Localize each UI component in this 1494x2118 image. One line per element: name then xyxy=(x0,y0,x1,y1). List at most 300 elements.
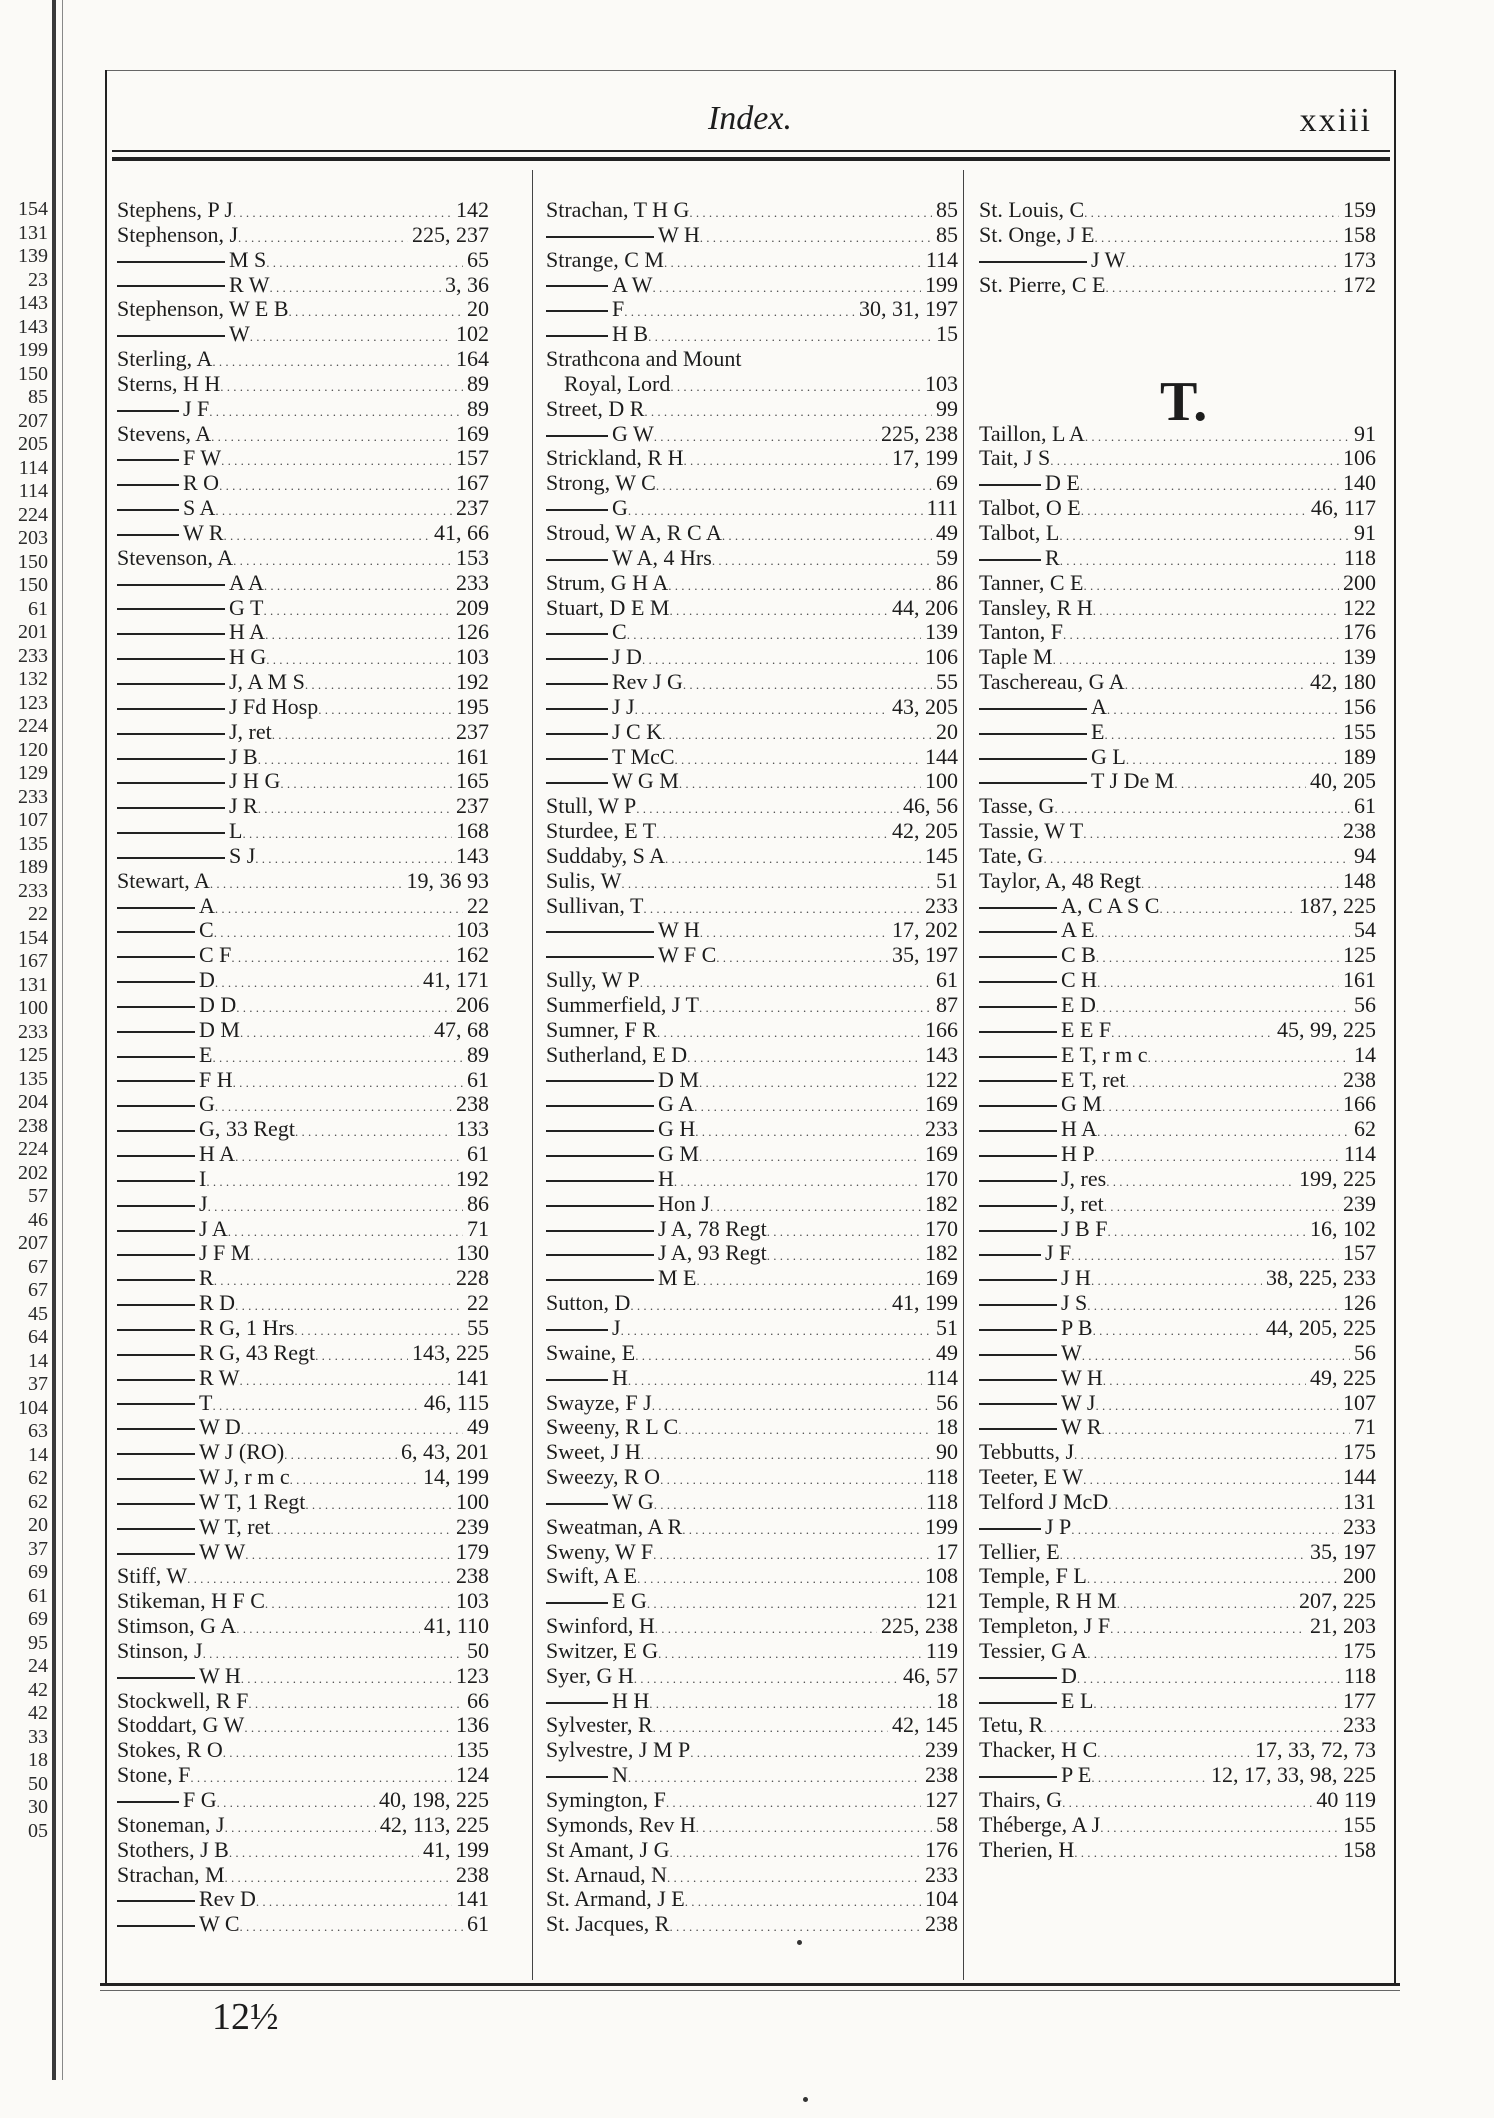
index-entry xyxy=(117,918,489,943)
dot-leader xyxy=(1050,446,1339,471)
margin-number: 203 xyxy=(18,527,48,549)
entry-name: Stoneman, J xyxy=(117,1812,225,1837)
entry-name: W H xyxy=(979,1366,1103,1391)
margin-number: 207 xyxy=(18,1232,48,1254)
entry-pages: 58 xyxy=(936,1812,958,1837)
entry-pages: 161 xyxy=(456,744,489,769)
entry-pages: 41, 199 xyxy=(423,1837,489,1862)
margin-number: 139 xyxy=(18,245,48,267)
index-entry xyxy=(546,1788,958,1813)
entry-name: Sweny, W F xyxy=(546,1539,654,1564)
dot-leader xyxy=(238,223,408,248)
index-entry xyxy=(117,1912,489,1937)
entry-name: I xyxy=(117,1167,206,1192)
entry-name: P B xyxy=(979,1316,1093,1341)
entry-name: Tate, G xyxy=(979,843,1044,868)
entry-name: Tellier, E xyxy=(979,1539,1060,1564)
entry-name: E L xyxy=(979,1689,1093,1714)
entry-pages: 121 xyxy=(925,1589,958,1614)
entry-name: J A, 93 Regt xyxy=(546,1241,767,1266)
margin-number: 120 xyxy=(18,738,48,761)
entry-name: W J xyxy=(979,1391,1095,1416)
entry-name: A, C A S C xyxy=(979,894,1159,919)
entry-name: Summerfield, J T xyxy=(546,993,699,1017)
dot-leader xyxy=(668,571,932,596)
entry-pages: 155 xyxy=(1343,719,1376,744)
entry-name: L xyxy=(117,819,242,844)
entry-pages: 233 xyxy=(1343,1514,1376,1539)
index-entry xyxy=(546,322,958,347)
index-entry xyxy=(546,1887,958,1912)
dot-leader xyxy=(1080,471,1339,496)
index-entry xyxy=(979,521,1376,546)
dot-leader xyxy=(1054,794,1350,819)
entry-pages: 61 xyxy=(467,1067,489,1092)
dot-leader xyxy=(1159,894,1295,919)
entry-name: St. Pierre, C E xyxy=(979,272,1106,297)
margin-number: 205 xyxy=(18,433,48,455)
entry-name: Stephens, P J xyxy=(117,198,233,222)
index-entry xyxy=(979,1167,1376,1192)
entry-name: H A xyxy=(117,1142,235,1167)
index-entry xyxy=(546,1440,958,1465)
dot-leader xyxy=(203,1639,463,1664)
column-divider xyxy=(963,170,964,1980)
bottom-rule-thin xyxy=(100,1990,1400,1991)
entry-pages: 71 xyxy=(1354,1415,1376,1440)
entry-pages: 189 xyxy=(1343,744,1376,769)
index-entry xyxy=(546,1167,958,1192)
index-entry xyxy=(546,943,958,968)
margin-number: 150 xyxy=(18,362,48,385)
dot-leader xyxy=(675,745,921,770)
entry-name: Talbot, L xyxy=(979,520,1060,545)
entry-name: F W xyxy=(117,446,221,471)
margin-number: 107 xyxy=(18,809,48,831)
entry-name: Stoddart, G W xyxy=(117,1713,245,1738)
dot-leader xyxy=(637,1564,921,1589)
entry-name: C xyxy=(117,918,214,943)
entry-name: R O xyxy=(117,471,219,496)
entry-name: W H xyxy=(546,223,700,248)
entry-pages: 238 xyxy=(1343,1067,1376,1092)
entry-pages: 166 xyxy=(925,1017,958,1042)
margin-number: 123 xyxy=(18,691,48,714)
entry-name: W J (RO) xyxy=(117,1440,284,1465)
section-letter: T. xyxy=(1160,371,1208,433)
entry-name: F G xyxy=(117,1788,217,1813)
entry-pages: 17, 33, 72, 73 xyxy=(1255,1738,1376,1763)
entry-pages: 65 xyxy=(467,247,489,272)
entry-name: G H xyxy=(546,1117,695,1142)
index-entry xyxy=(546,993,958,1018)
entry-name: N xyxy=(546,1763,628,1788)
dot-leader xyxy=(1087,1639,1339,1664)
index-entry xyxy=(979,869,1376,894)
index-entry xyxy=(117,720,489,745)
dot-leader xyxy=(1102,1415,1350,1440)
entry-pages: 51 xyxy=(936,868,958,893)
entry-name: E G xyxy=(546,1589,647,1614)
index-entry xyxy=(979,1266,1376,1291)
dot-leader xyxy=(649,1689,932,1714)
entry-name: S J xyxy=(117,844,255,869)
entry-pages: 135 xyxy=(456,1738,489,1763)
entry-pages: 35, 197 xyxy=(892,943,958,968)
dot-leader xyxy=(716,943,888,968)
entry-name: Stewart, A xyxy=(117,868,210,893)
entry-name: Tait, J S xyxy=(979,446,1051,471)
margin-number: 85 xyxy=(28,386,48,408)
dot-leader xyxy=(233,546,452,571)
entry-pages: 148 xyxy=(1343,868,1376,893)
entry-name: G M xyxy=(546,1142,699,1167)
index-entry xyxy=(979,1018,1376,1043)
entry-name: G xyxy=(117,1092,215,1117)
dot-leader xyxy=(1095,223,1340,248)
index-entry xyxy=(979,1540,1376,1565)
entry-name: H A xyxy=(979,1117,1097,1142)
margin-number: 69 xyxy=(28,1608,48,1630)
entry-pages: 124 xyxy=(456,1763,489,1788)
entry-name: Swayze, F J xyxy=(546,1390,652,1415)
dot-leader xyxy=(1096,993,1350,1018)
entry-name: J, A M S xyxy=(117,670,305,695)
blank-line xyxy=(979,297,1376,322)
entry-pages: 46, 56 xyxy=(903,794,958,819)
entry-pages: 108 xyxy=(925,1564,958,1589)
dot-leader xyxy=(1125,670,1306,695)
margin-number: 201 xyxy=(18,621,48,643)
index-column-2 xyxy=(546,198,958,1937)
entry-pages: 89 xyxy=(467,396,489,421)
entry-pages: 100 xyxy=(925,769,958,794)
entry-pages: 94 xyxy=(1354,843,1376,868)
dot-leader xyxy=(674,1167,921,1192)
dot-leader xyxy=(1125,248,1339,273)
entry-name: J F xyxy=(979,1241,1071,1266)
entry-pages: 119 xyxy=(925,1638,958,1663)
index-entry xyxy=(546,1614,958,1639)
entry-name: Sweet, J H xyxy=(546,1440,641,1465)
dot-leader xyxy=(215,1092,452,1117)
entry-pages: 170 xyxy=(925,1216,958,1241)
dot-leader xyxy=(1106,1167,1295,1192)
entry-pages: 237 xyxy=(456,496,489,521)
entry-name: Strathcona and Mount xyxy=(546,347,742,372)
entry-pages: 12, 17, 33, 98, 225 xyxy=(1211,1763,1376,1788)
entry-pages: 176 xyxy=(925,1837,958,1862)
entry-name: Swaine, E xyxy=(546,1340,636,1365)
entry-name: D M xyxy=(546,1068,699,1093)
dot-leader xyxy=(653,1713,888,1738)
index-entry xyxy=(546,620,958,645)
entry-name: W D xyxy=(117,1415,241,1440)
index-entry xyxy=(979,446,1376,471)
entry-name: Sutherland, E D xyxy=(546,1042,688,1067)
entry-pages: 206 xyxy=(456,993,489,1017)
dot-leader xyxy=(289,297,463,322)
entry-pages: 155 xyxy=(1343,1812,1376,1837)
entry-pages: 237 xyxy=(456,794,489,819)
margin-number: 100 xyxy=(18,997,48,1019)
dot-leader xyxy=(694,1092,921,1117)
index-entry xyxy=(546,1738,958,1763)
entry-name: Syer, G H xyxy=(546,1663,634,1688)
index-entry xyxy=(546,1863,958,1888)
dot-leader xyxy=(270,1515,452,1540)
dot-leader xyxy=(215,894,463,919)
entry-name: Street, D R xyxy=(546,396,645,421)
dot-leader xyxy=(767,1217,921,1242)
entry-pages: 177 xyxy=(1343,1688,1376,1713)
index-entry xyxy=(546,1564,958,1589)
margin-number: 224 xyxy=(18,1138,48,1160)
dot-leader xyxy=(710,1192,921,1217)
entry-pages: 168 xyxy=(456,819,489,844)
dot-leader xyxy=(685,1887,921,1912)
blank-line xyxy=(979,322,1376,347)
dot-leader xyxy=(1059,521,1350,546)
dot-leader xyxy=(266,248,463,273)
dot-leader xyxy=(635,1341,932,1366)
entry-name: Tansley, R H xyxy=(979,595,1093,620)
margin-number: 69 xyxy=(28,1561,48,1583)
index-entry xyxy=(546,869,958,894)
index-entry xyxy=(546,1763,958,1788)
entry-name: J xyxy=(117,1192,208,1217)
entry-pages: 122 xyxy=(925,1067,958,1092)
dot-leader xyxy=(653,1540,932,1565)
dot-leader xyxy=(212,347,452,372)
index-entry xyxy=(979,1465,1376,1490)
dot-leader xyxy=(1053,645,1339,670)
entry-name: Teeter, E W xyxy=(979,1465,1084,1490)
entry-pages: 199, 225 xyxy=(1299,1166,1376,1191)
dot-leader xyxy=(1043,844,1350,869)
entry-name: Sutton, D xyxy=(546,1291,631,1316)
dot-leader xyxy=(1091,1763,1207,1788)
entry-name: Stiff, W xyxy=(117,1564,188,1589)
entry-name: Rev J G xyxy=(546,670,683,695)
entry-pages: 35, 197 xyxy=(1310,1539,1376,1564)
entry-pages: 49 xyxy=(467,1415,489,1440)
entry-pages: 192 xyxy=(456,670,489,695)
index-entry xyxy=(546,1391,958,1416)
entry-name: D xyxy=(979,1664,1077,1689)
entry-pages: 111 xyxy=(926,496,958,521)
entry-name: H xyxy=(546,1167,674,1192)
entry-name: Tanner, C E xyxy=(979,570,1084,595)
entry-name: Royal, Lord xyxy=(564,371,671,396)
entry-name: E E F xyxy=(979,1018,1111,1043)
index-entry xyxy=(117,1887,489,1912)
dot-leader xyxy=(1097,968,1339,993)
index-entry xyxy=(979,1440,1376,1465)
dot-leader xyxy=(636,794,899,819)
entry-name: Taylor, A, 48 Regt xyxy=(979,868,1141,893)
entry-pages: 165 xyxy=(456,769,489,794)
dot-leader xyxy=(305,670,452,695)
dot-leader xyxy=(641,1440,932,1465)
margin-number: 57 xyxy=(28,1185,48,1207)
entry-pages: 22 xyxy=(467,893,489,918)
dot-leader xyxy=(215,496,452,521)
margin-number: 37 xyxy=(28,1537,48,1560)
index-entry xyxy=(117,1838,489,1863)
margin-number: 14 xyxy=(28,1443,48,1466)
margin-number: 24 xyxy=(28,1655,48,1677)
dot-leader xyxy=(1084,571,1340,596)
entry-pages: 87 xyxy=(936,993,958,1017)
dot-leader xyxy=(1085,422,1350,447)
entry-pages: 18 xyxy=(936,1415,958,1440)
entry-pages: 228 xyxy=(456,1266,489,1291)
dot-leader xyxy=(624,297,855,322)
margin-number: 189 xyxy=(18,856,48,878)
entry-name: Talbot, O E xyxy=(979,496,1081,521)
dot-leader xyxy=(1074,1838,1339,1863)
binding-edge xyxy=(52,0,56,2080)
index-entry xyxy=(117,1142,489,1167)
entry-name: Stroud, W A, R C A xyxy=(546,520,722,545)
dot-leader xyxy=(627,620,921,645)
entry-name: Stokes, R O xyxy=(117,1738,223,1763)
entry-name: J W xyxy=(979,248,1125,273)
dot-leader xyxy=(1062,1788,1312,1813)
entry-name: Sweezy, R O xyxy=(546,1465,661,1490)
index-entry xyxy=(979,670,1376,695)
entry-name: Tasse, G xyxy=(979,794,1055,819)
index-entry xyxy=(117,1540,489,1565)
index-entry xyxy=(117,993,489,1018)
index-entry xyxy=(546,1266,958,1291)
entry-pages: 49, 225 xyxy=(1310,1365,1376,1390)
entry-pages: 61 xyxy=(936,968,958,993)
entry-name: Stuart, D E M xyxy=(546,595,670,620)
dot-leader xyxy=(697,1266,922,1291)
entry-pages: 89 xyxy=(467,1042,489,1067)
entry-pages: 175 xyxy=(1343,1638,1376,1663)
entry-pages: 91 xyxy=(1354,421,1376,446)
margin-number: 233 xyxy=(18,785,48,808)
dot-leader xyxy=(255,844,452,869)
index-entry xyxy=(979,894,1376,919)
dot-leader xyxy=(656,471,932,496)
dot-leader xyxy=(1060,1540,1306,1565)
entry-name: D M xyxy=(117,1018,240,1043)
dot-leader xyxy=(248,1689,463,1714)
index-entry xyxy=(117,1863,489,1888)
dot-leader xyxy=(1083,1465,1339,1490)
dot-leader xyxy=(1100,1813,1339,1838)
entry-name: Strachan, T H G xyxy=(546,198,690,222)
entry-name: Telford J McD xyxy=(979,1489,1109,1514)
index-entry xyxy=(546,968,958,993)
entry-name: J J xyxy=(546,695,635,720)
entry-name: C B xyxy=(979,943,1096,968)
index-entry xyxy=(546,844,958,869)
entry-pages: 143, 225 xyxy=(412,1340,489,1365)
dot-leader xyxy=(634,1664,899,1689)
dot-leader xyxy=(221,446,452,471)
previous-page-margin-numbers xyxy=(0,198,48,1843)
dot-leader xyxy=(654,422,877,447)
entry-name: St. Arnaud, N xyxy=(546,1862,667,1887)
margin-number: 95 xyxy=(28,1631,48,1654)
dot-leader xyxy=(208,1192,463,1217)
dot-leader xyxy=(1093,1689,1339,1714)
index-entry xyxy=(546,1291,958,1316)
index-entry xyxy=(546,1713,958,1738)
dot-leader xyxy=(1104,720,1339,745)
entry-name: W H xyxy=(546,918,700,943)
index-entry xyxy=(117,1366,489,1391)
entry-pages: 158 xyxy=(1343,1837,1376,1862)
entry-pages: 118 xyxy=(925,1465,958,1490)
margin-number: 224 xyxy=(18,503,48,526)
margin-number: 23 xyxy=(28,268,48,291)
dot-leader xyxy=(1107,1217,1306,1242)
index-entry xyxy=(117,968,489,993)
entry-pages: 50 xyxy=(467,1638,489,1663)
entry-name: W R xyxy=(979,1415,1102,1440)
entry-pages: 43, 205 xyxy=(892,694,958,719)
index-entry xyxy=(979,1490,1376,1515)
entry-name: D xyxy=(117,968,215,993)
entry-name: E D xyxy=(979,993,1096,1018)
entry-name: J B F xyxy=(979,1217,1107,1242)
index-entry xyxy=(117,1813,489,1838)
dot-leader xyxy=(290,1465,419,1490)
index-entry xyxy=(546,1813,958,1838)
dot-leader xyxy=(1097,1738,1251,1763)
dot-leader xyxy=(1043,1713,1339,1738)
entry-name: Sweatman, A R xyxy=(546,1514,683,1539)
margin-number: 143 xyxy=(18,292,48,314)
entry-name: E T, ret xyxy=(979,1068,1126,1093)
index-column-1 xyxy=(117,198,489,1937)
entry-pages: 16, 102 xyxy=(1310,1216,1376,1241)
index-entry xyxy=(546,297,958,322)
margin-number: 135 xyxy=(18,832,48,855)
entry-pages: 40, 205 xyxy=(1310,769,1376,794)
entry-name: J S xyxy=(979,1291,1087,1316)
dot-leader xyxy=(224,521,430,546)
entry-name: J D xyxy=(546,645,642,670)
entry-name: Stone, F xyxy=(117,1763,191,1788)
dot-leader xyxy=(236,1614,420,1639)
entry-name: J H xyxy=(979,1266,1091,1291)
entry-name: R G, 43 Regt xyxy=(117,1341,315,1366)
index-entry xyxy=(979,1838,1376,1863)
dot-leader xyxy=(225,1863,452,1888)
dot-leader xyxy=(270,273,441,298)
entry-name: Stockwell, R F xyxy=(117,1688,249,1713)
dot-leader xyxy=(1083,819,1339,844)
index-entry xyxy=(979,1664,1376,1689)
index-entry xyxy=(546,596,958,621)
dot-leader xyxy=(690,1738,921,1763)
dot-leader xyxy=(220,372,463,397)
entry-pages: 207, 225 xyxy=(1299,1589,1376,1614)
dot-leader xyxy=(689,198,932,223)
index-entry xyxy=(117,769,489,794)
entry-name: Strange, C M xyxy=(546,247,664,272)
entry-name: G T xyxy=(117,596,263,621)
entry-pages: 169 xyxy=(925,1266,958,1291)
entry-name: G M xyxy=(979,1092,1102,1117)
